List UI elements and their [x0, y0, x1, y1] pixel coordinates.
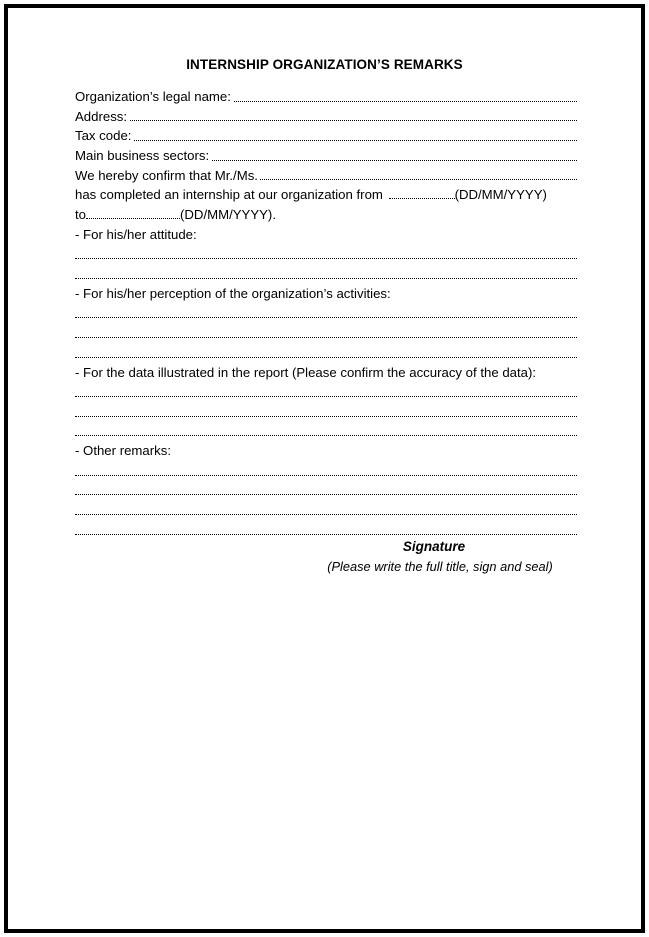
- attitude-section-label: - For his/her attitude:: [75, 226, 197, 242]
- intern-name-label: We hereby confirm that Mr./Ms.: [75, 167, 258, 183]
- from-date-format: (DD/MM/YYYY): [454, 187, 547, 203]
- completed-label: has completed an internship at our organization from: [75, 187, 383, 203]
- business-sectors-label: Main business sectors:: [75, 148, 210, 164]
- legal-name-label: Organization’s legal name:: [75, 89, 231, 104]
- report-data-section-label: - For the data illustrated in the report (Please confirm the accuracy of the data):: [75, 364, 537, 380]
- address-label: Address:: [75, 108, 128, 124]
- signature-label: Signature: [402, 539, 466, 554]
- perception-section-label: - For his/her perception of the organization’s activities:: [75, 285, 391, 301]
- other-remarks-section-label: - Other remarks:: [75, 443, 171, 459]
- tax-code-label: Tax code:: [75, 128, 132, 144]
- signature-note: (Please write the full title, sign and seal): [327, 559, 553, 574]
- to-label: to: [75, 207, 86, 223]
- to-date-format: (DD/MM/YYYY).: [180, 207, 276, 223]
- form-title: INTERNSHIP ORGANIZATION’S REMARKS: [186, 57, 463, 72]
